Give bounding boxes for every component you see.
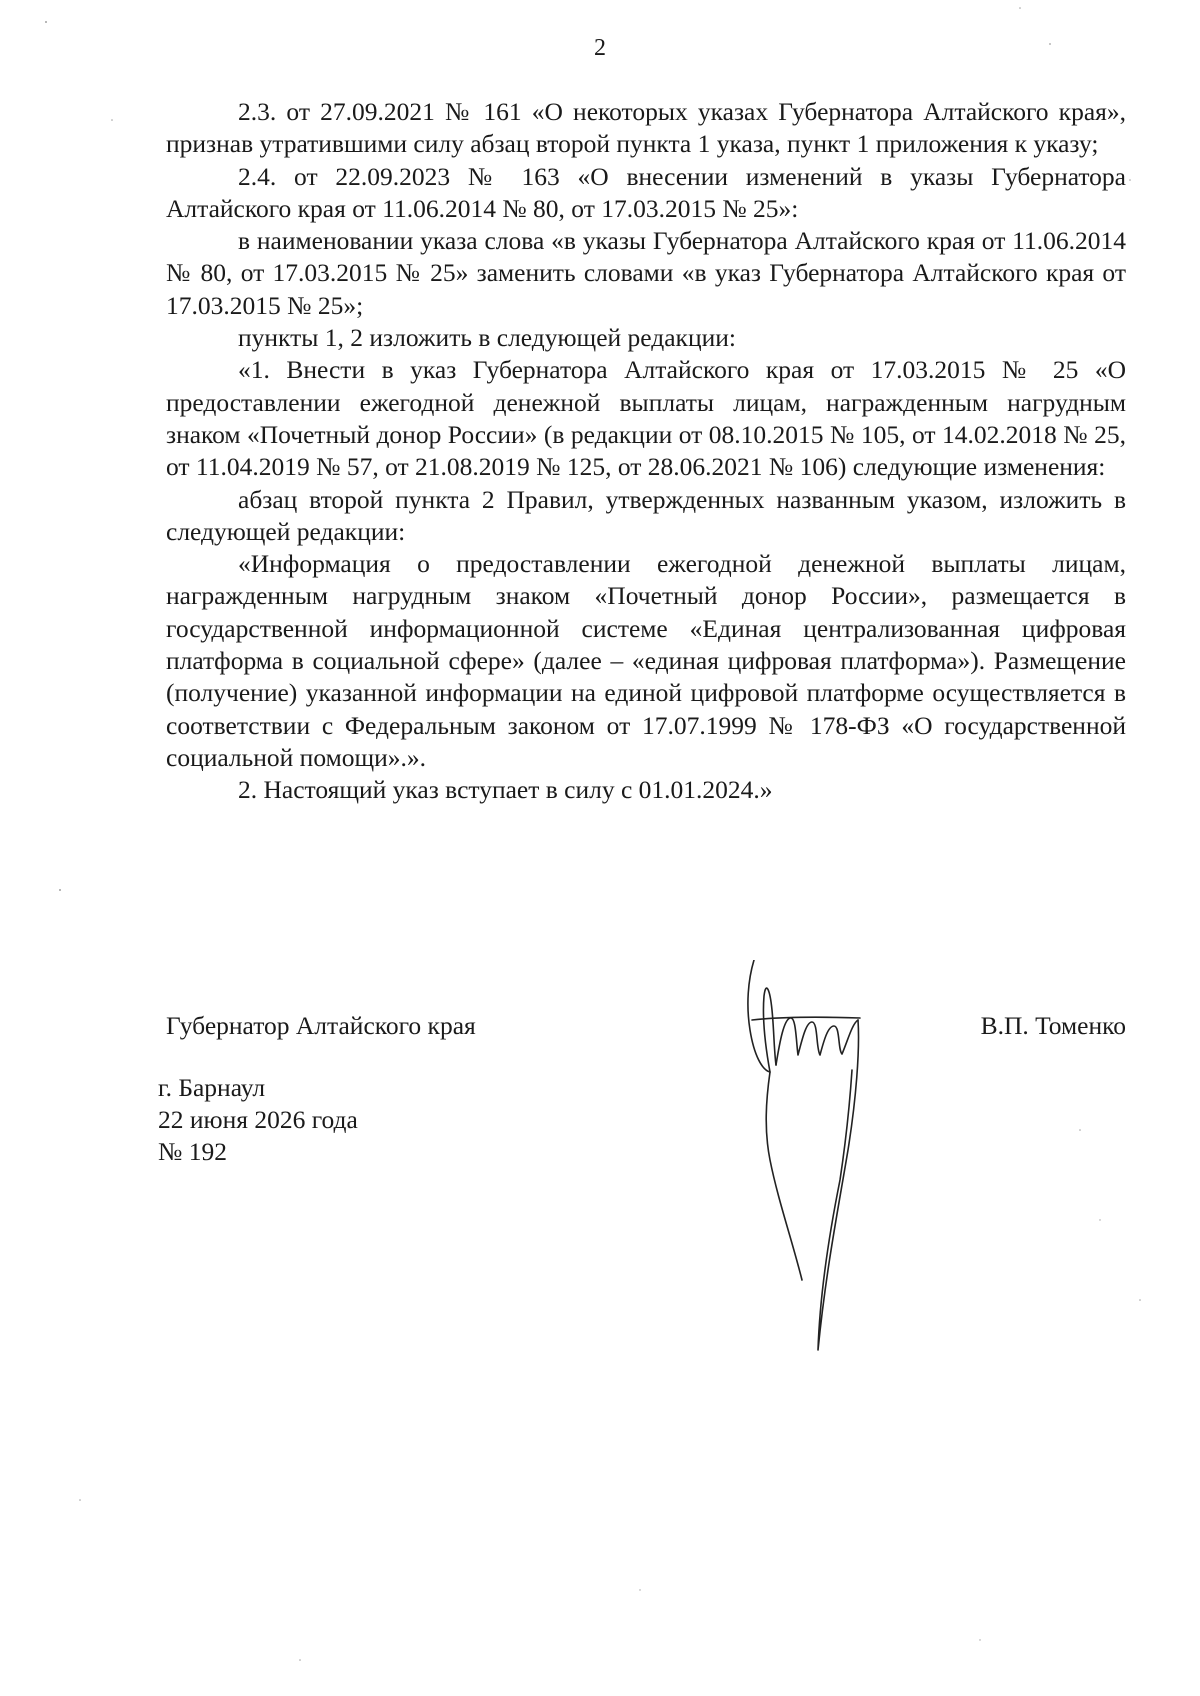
paragraph-points-intro: пункты 1, 2 изложить в следующей редакции:	[238, 323, 736, 353]
city: г. Барнаул	[158, 1073, 266, 1102]
signer-position: Губернатор Алтайского края	[166, 1011, 476, 1040]
place-date-number-block	[158, 1072, 358, 1168]
paragraph-title-change: в наименовании указа слова «в указы Губернатора Алтайского края от 11.06.2014 № 80, от 17.03.2015 № 25» заменить словами «в указ Губернатора Алтайского края от 17.03.2015 № 25»;	[166, 226, 1126, 320]
signer-name: В.П. Томенко	[980, 1011, 1126, 1040]
paragraph-rules-change: абзац второй пункта 2 Правил, утвержденных названным указом, изложить в следующей редакции:	[166, 484, 1126, 546]
decree-body	[166, 96, 1126, 807]
signature-block	[166, 1010, 1126, 1050]
decree-date: 22 июня 2026 года	[158, 1105, 358, 1134]
page-number: 2	[594, 35, 606, 61]
paragraph-point-1: «1. Внести в указ Губернатора Алтайского края от 17.03.2015 № 25 «О предоставлении ежегодной денежной выплаты лицам, награжденным нагрудным знаком «Почетный донор России» (в редакции от 08.10.2015 № 105, от 14.02.2018 № 25, от 11.04.2019 № 57, от 21.08.2019 № 125, от 28.06.2021 № 106) следующие изменения:	[166, 355, 1126, 482]
paragraph-2-3: 2.3. от 27.09.2021 № 161 «О некоторых указах Губернатора Алтайского края», признав утратившими силу абзац второй пункта 1 указа, пункт 1 приложения к указу;	[166, 97, 1126, 159]
paragraph-2-4: 2.4. от 22.09.2023 № 163 «О внесении изменений в указы Губернатора Алтайского края от 11.06.2014 № 80, от 17.03.2015 № 25»:	[166, 161, 1126, 223]
paragraph-information-quote: «Информация о предоставлении ежегодной денежной выплаты лицам, награжденным нагрудным знаком «Почетный донор России», размещается в государственной информационной системе «Единая централизованная цифровая платформа в социальной сфере» (далее – «единая цифровая платформа»). Размещение (получение) указанной информации на единой цифровой платформе осуществляется в соответствии с Федеральным законом от 17.07.1999 № 178-ФЗ «О государственной социальной помощи».».	[166, 549, 1126, 772]
decree-number: № 192	[158, 1137, 227, 1166]
paragraph-point-2: 2. Настоящий указ вступает в силу с 01.01.2024.»	[238, 775, 773, 805]
